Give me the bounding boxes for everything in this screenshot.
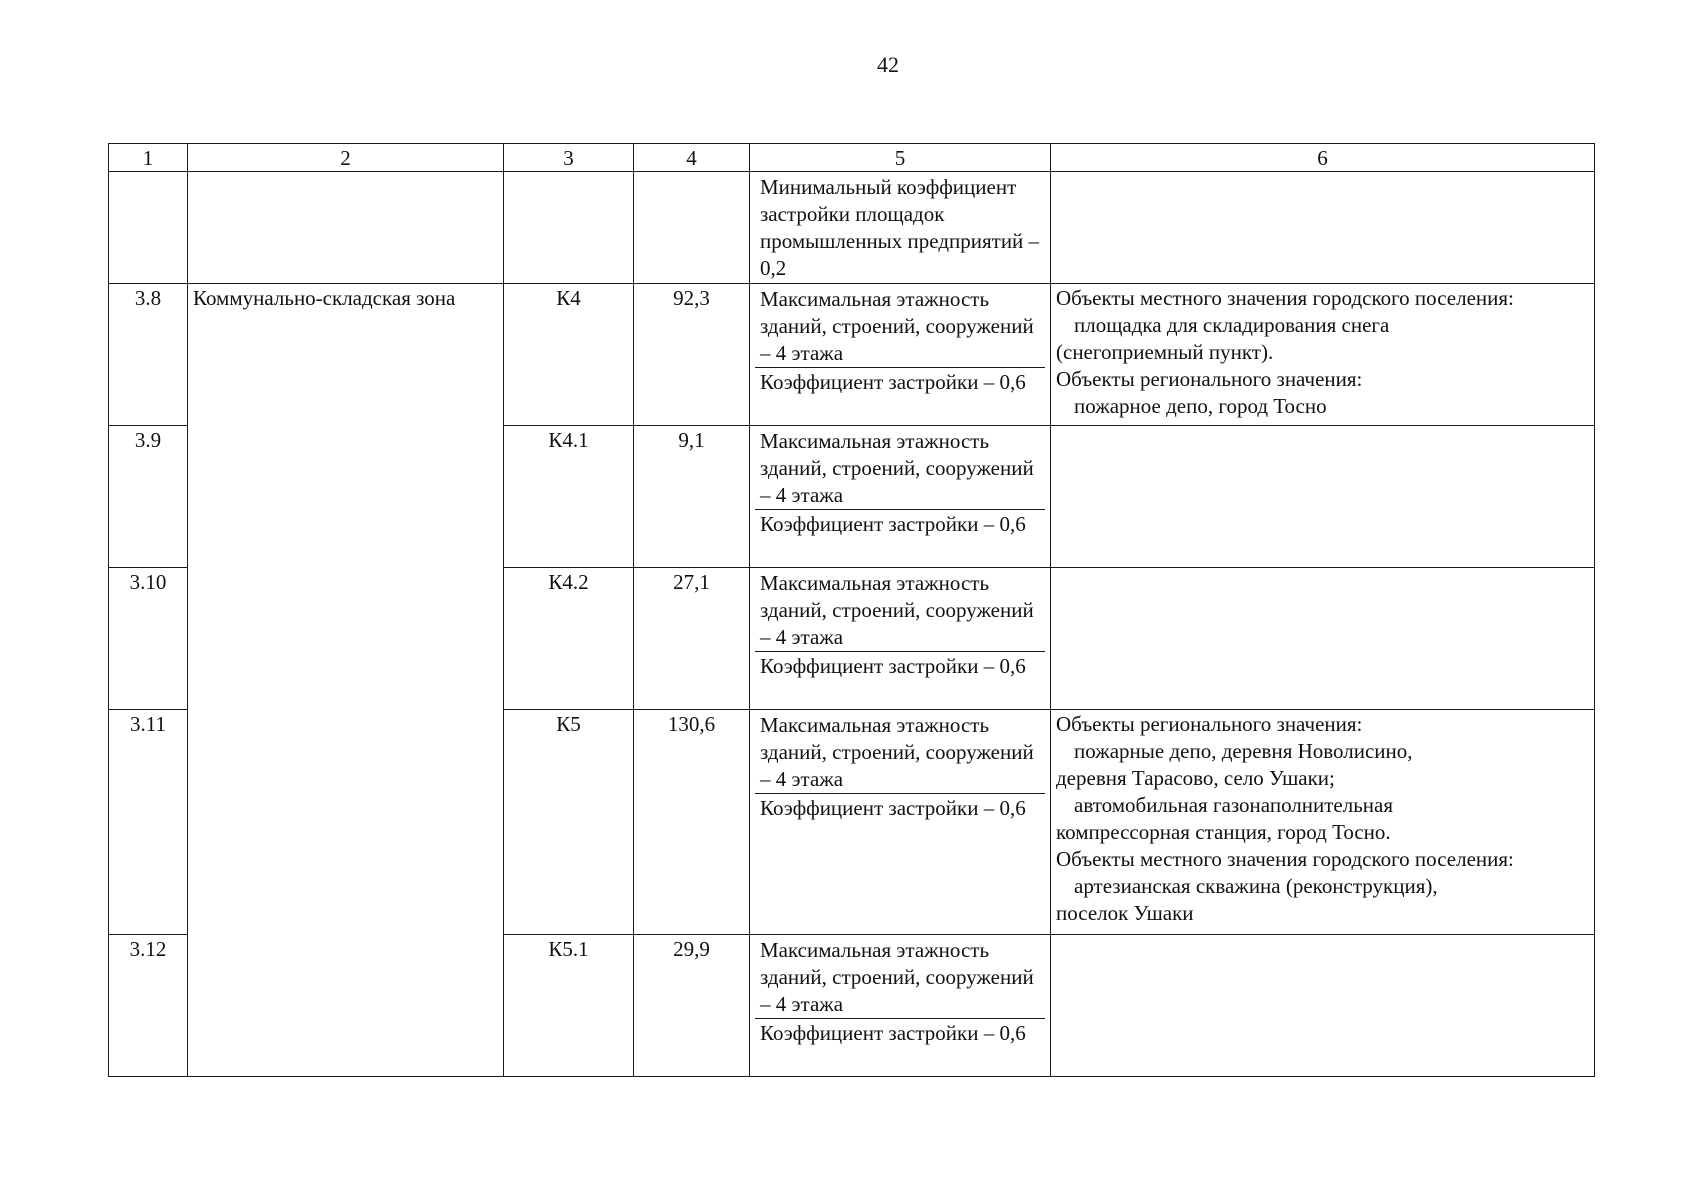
header-cell: 3 <box>504 144 634 172</box>
objects-item: автомобильная газонаполнительная <box>1074 793 1394 817</box>
parameter-text: Коэффициент застройки – 0,6 <box>755 367 1045 396</box>
objects-cell <box>1051 172 1595 284</box>
objects-cell <box>1051 426 1595 568</box>
parameter-text: Коэффициент застройки – 0,6 <box>755 509 1045 538</box>
header-cell: 6 <box>1051 144 1595 172</box>
objects-item: (снегоприемный пункт). <box>1056 340 1274 364</box>
objects-item: компрессорная станция, город Тосно. <box>1056 820 1391 844</box>
header-cell: 5 <box>750 144 1051 172</box>
row-number-cell: 3.12 <box>109 935 188 1077</box>
row-number-cell <box>109 172 188 284</box>
header-cell: 1 <box>109 144 188 172</box>
objects-cell <box>1051 568 1595 710</box>
zone-code-cell: К5 <box>504 710 634 935</box>
parameter-text: Коэффициент застройки – 0,6 <box>755 651 1045 680</box>
objects-item: пожарные депо, деревня Новолисино, <box>1074 739 1413 763</box>
parameters-cell <box>750 426 1051 568</box>
row-number-cell: 3.8 <box>109 284 188 426</box>
area-cell <box>634 172 750 284</box>
area-cell: 92,3 <box>634 284 750 426</box>
objects-heading: Объекты регионального значения: <box>1056 712 1363 736</box>
parameter-text: Коэффициент застройки – 0,6 <box>755 1018 1045 1047</box>
zone-code-cell: К4 <box>504 284 634 426</box>
parameter-text: Максимальная этажность зданий, строений, сооружений – 4 этажа <box>760 429 1034 507</box>
header-cell: 2 <box>188 144 504 172</box>
zone-code-cell: К4.2 <box>504 568 634 710</box>
header-cell: 4 <box>634 144 750 172</box>
objects-item: пожарное депо, город Тосно <box>1074 394 1327 418</box>
parameter-text: Минимальный коэффициент застройки площадок промышленных предприятий – 0,2 <box>760 175 1040 280</box>
area-cell: 27,1 <box>634 568 750 710</box>
objects-item: деревня Тарасово, село Ушаки; <box>1056 766 1335 790</box>
zone-code-cell: К4.1 <box>504 426 634 568</box>
zone-code-cell: К5.1 <box>504 935 634 1077</box>
zoning-table <box>108 143 1595 1077</box>
zone-name-cell <box>188 172 504 284</box>
header-row <box>109 144 1595 172</box>
zone-name-cell: Коммунально-складская зона <box>188 284 504 1077</box>
objects-cell <box>1051 284 1595 426</box>
parameters-cell <box>750 935 1051 1077</box>
parameter-text: Максимальная этажность зданий, строений, сооружений – 4 этажа <box>760 571 1034 649</box>
parameters-cell <box>750 284 1051 426</box>
objects-cell <box>1051 710 1595 935</box>
objects-item: поселок Ушаки <box>1056 901 1194 925</box>
table-row <box>109 284 1595 426</box>
parameters-cell <box>750 710 1051 935</box>
objects-heading: Объекты местного значения городского поселения: <box>1056 286 1514 310</box>
row-number-cell: 3.11 <box>109 710 188 935</box>
parameter-text: Максимальная этажность зданий, строений, сооружений – 4 этажа <box>760 938 1034 1016</box>
row-number-cell: 3.10 <box>109 568 188 710</box>
page-number: 42 <box>877 52 899 77</box>
area-cell: 29,9 <box>634 935 750 1077</box>
parameters-cell <box>750 568 1051 710</box>
objects-item: артезианская скважина (реконструкция), <box>1074 874 1438 898</box>
parameter-text: Коэффициент застройки – 0,6 <box>755 793 1045 822</box>
area-cell: 130,6 <box>634 710 750 935</box>
table-row <box>109 172 1595 284</box>
parameter-text: Максимальная этажность зданий, строений, сооружений – 4 этажа <box>760 287 1034 365</box>
zone-code-cell <box>504 172 634 284</box>
row-number-cell: 3.9 <box>109 426 188 568</box>
objects-item: площадка для складирования снега <box>1074 313 1390 337</box>
objects-cell <box>1051 935 1595 1077</box>
objects-heading: Объекты местного значения городского поселения: <box>1056 847 1514 871</box>
parameter-text: Максимальная этажность зданий, строений, сооружений – 4 этажа <box>760 713 1034 791</box>
area-cell: 9,1 <box>634 426 750 568</box>
parameters-cell <box>750 172 1051 284</box>
objects-heading: Объекты регионального значения: <box>1056 367 1363 391</box>
